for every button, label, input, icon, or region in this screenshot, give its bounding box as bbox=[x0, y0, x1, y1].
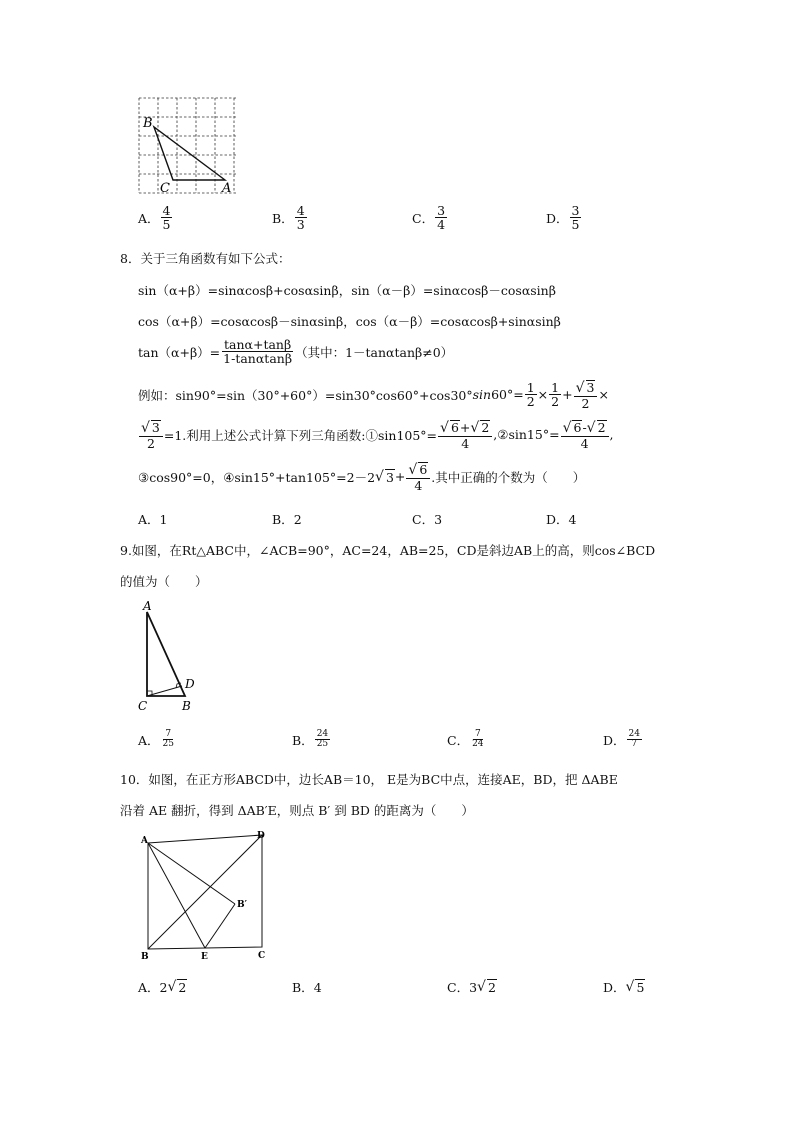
q8-example-line3: ③cos90°=0，④sin15°+tan105°=2－2 √ 3 + $\frac{√ 6}{4}$ .其中正确的个数为（ ） bbox=[138, 462, 586, 493]
q10-label-b: B bbox=[141, 952, 149, 962]
q9-option-a[interactable]: A． $\frac{7}{25}$ bbox=[138, 729, 174, 750]
q7-label-a: A bbox=[222, 181, 232, 196]
q10-diagonal-bd bbox=[148, 835, 262, 949]
q8-option-c[interactable]: C． 3 bbox=[412, 511, 443, 527]
q9-figure bbox=[136, 600, 206, 716]
q7-label-b: B bbox=[143, 116, 153, 131]
q7-option-a[interactable]: A． $\frac{4}{5}$ bbox=[138, 203, 171, 233]
q10-label-e: E bbox=[201, 952, 208, 962]
q9-option-c[interactable]: C． $\frac{7}{24}$ bbox=[447, 729, 484, 750]
q9-label-a: A bbox=[143, 600, 152, 613]
q9-label-c: C bbox=[138, 699, 148, 713]
q9-option-d[interactable]: D． $\frac{24}{7}$ bbox=[603, 729, 640, 750]
q9-stem-line2: 的值为（ ） bbox=[120, 574, 208, 589]
q9-label-d: D bbox=[185, 677, 195, 691]
q10-stem-line2: 沿着 AE 翻折，得到 ΔAB′E，则点 B′ 到 BD 的距离为（ ） bbox=[120, 803, 474, 818]
q8-option-a[interactable]: A． 1 bbox=[138, 511, 168, 527]
q10-stem-line1: 10．如图，在正方形ABCD中，边长AB＝10， E是为BC中点，连接AE，BD，把 ΔABE bbox=[120, 772, 618, 787]
q8-stem: 8．关于三角函数有如下公式： bbox=[120, 251, 291, 266]
q10-option-d[interactable]: D． √ 5 bbox=[603, 979, 645, 995]
q9-label-b: B bbox=[182, 699, 191, 713]
q7-option-d[interactable]: D． $\frac{3}{5}$ bbox=[546, 203, 580, 233]
q7-triangle bbox=[154, 127, 225, 180]
q10-segment-ab-prime bbox=[148, 843, 235, 904]
q8-formula-tan: tan（α+β）= $\frac{\tan\alpha+\tan\beta}{1-\tan\alpha\tan\beta}$ （其中：1－tanαtanβ≠0） bbox=[138, 337, 454, 367]
q8-example-line1: 例如：sin90°=sin（30°+60°）=sin30°cos60°+cos30° sin 60°= $\frac{1}{2}$ × $\frac{1}{2}$ + $\frac{√ 3}{2}$ × bbox=[138, 380, 609, 411]
q8-formula-cos: cos（α+β）=cosαcosβ－sinαsinβ，cos（α－β）=cosαcosβ+sinαsinβ bbox=[138, 314, 561, 329]
q10-figure bbox=[136, 828, 276, 962]
q7-label-c: C bbox=[160, 181, 170, 196]
q10-segment-eb-prime bbox=[205, 904, 235, 948]
q8-option-d[interactable]: D． 4 bbox=[546, 511, 577, 527]
q10-label-a: A bbox=[141, 836, 148, 846]
q10-label-d: D bbox=[257, 831, 265, 841]
q7-figure bbox=[136, 96, 240, 196]
q8-example-line2: $\frac{√ 3}{2}$ =1.利用上述公式计算下列三角函数:①sin105°= $\frac{√ 6+√ 2}{4}$ ,②sin15°= $\frac{√ 6-√ 2}{4}$ , bbox=[141, 420, 614, 451]
q10-option-a[interactable]: A． 2 √ 2 bbox=[138, 979, 187, 995]
q7-option-c[interactable]: C． $\frac{3}{4}$ bbox=[412, 203, 446, 233]
q8-formula-sin: sin（α+β）=sinαcosβ+cosαsinβ，sin（α－β）=sinαcosβ－cosαsinβ bbox=[138, 283, 556, 298]
q7-option-b[interactable]: B． $\frac{4}{3}$ bbox=[272, 203, 305, 233]
q8-option-b[interactable]: B． 2 bbox=[272, 511, 302, 527]
q9-stem-line1: 9.如图，在Rt△ABC中，∠ACB=90°，AC=24，AB=25，CD是斜边AB上的高，则cos∠BCD bbox=[120, 543, 656, 558]
q10-option-b[interactable]: B． 4 bbox=[292, 979, 322, 995]
q10-label-b-prime: B′ bbox=[237, 900, 247, 910]
q10-option-c[interactable]: C． 3 √ 2 bbox=[447, 979, 496, 995]
q10-segment-ae bbox=[148, 843, 205, 948]
q9-option-b[interactable]: B． $\frac{24}{25}$ bbox=[292, 729, 329, 750]
q10-label-c: C bbox=[258, 951, 266, 961]
